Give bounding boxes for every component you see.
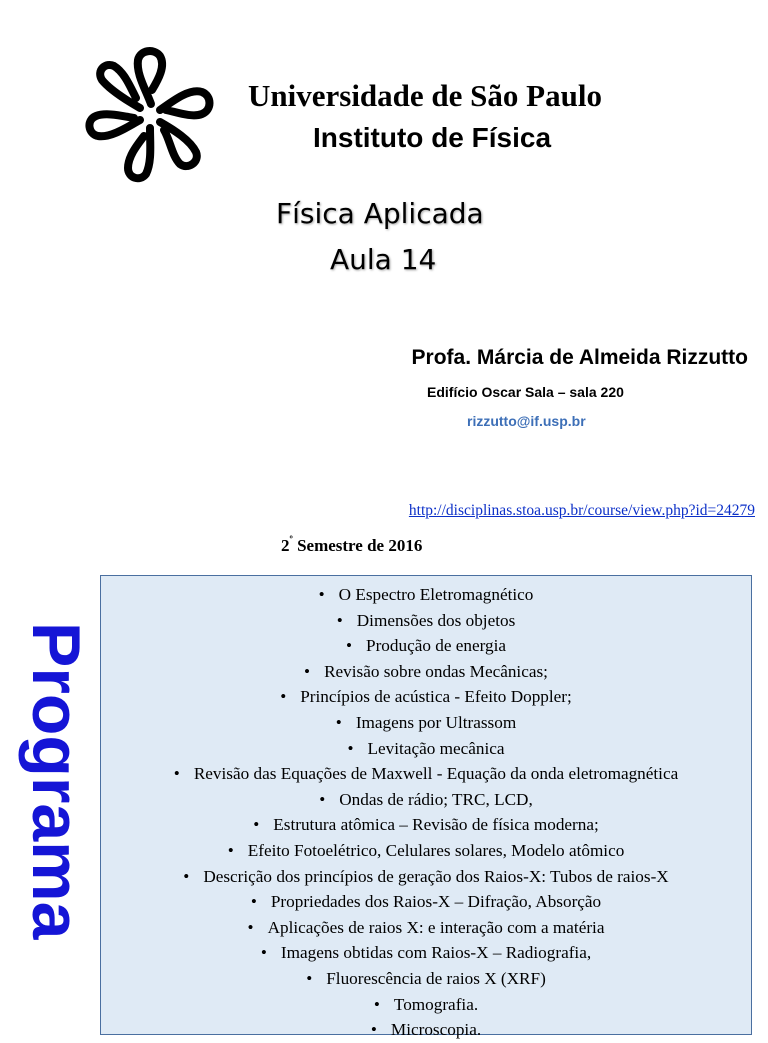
- topic-item: [101, 684, 751, 710]
- topic-item: [101, 710, 751, 736]
- topic-item: [101, 633, 751, 659]
- topic-text: Imagens obtidas com Raios-X – Radiografia,: [280, 943, 592, 963]
- topic-text: Efeito Fotoelétrico, Celulares solares, Modelo atômico: [247, 840, 625, 860]
- topic-text: Descrição dos princípios de geração dos Raios-X: Tubos de raios-X: [203, 866, 669, 886]
- topic-text: Fluorescência de raios X (XRF): [326, 968, 546, 988]
- bullet-icon: •: [253, 815, 260, 835]
- topic-item: [101, 864, 751, 890]
- bullet-icon: •: [347, 738, 354, 758]
- topic-text: Imagens por Ultrassom: [355, 712, 517, 732]
- topic-item: [101, 659, 751, 685]
- bullet-icon: •: [250, 892, 257, 912]
- institute-name: Instituto de Física: [313, 122, 552, 153]
- bullet-icon: •: [280, 687, 287, 707]
- topic-text: O Espectro Eletromagnético: [338, 585, 534, 604]
- topic-item: [101, 1017, 751, 1043]
- topic-text: Revisão das Equações de Maxwell - Equação da onda eletromagnética: [193, 764, 679, 784]
- university-name: Universidade de São Paulo: [248, 78, 602, 113]
- topic-item: [101, 812, 751, 838]
- topic-text: Tomografia.: [393, 994, 479, 1014]
- usp-logo: [76, 40, 226, 190]
- topic-item: [101, 787, 751, 813]
- topic-text: Revisão sobre ondas Mecânicas;: [324, 661, 548, 681]
- bullet-icon: •: [370, 1020, 377, 1040]
- bullet-icon: •: [336, 610, 343, 630]
- topic-list: [101, 576, 751, 1043]
- topic-item: [101, 966, 751, 992]
- topic-text: Microscopia.: [390, 1020, 482, 1040]
- topic-item: [101, 838, 751, 864]
- semester-text: Semestre de 2016: [292, 536, 423, 555]
- bullet-icon: •: [260, 943, 267, 963]
- instructor-email[interactable]: rizzutto@if.usp.br: [467, 413, 586, 429]
- topic-item: [101, 736, 751, 762]
- semester-label: [281, 534, 423, 555]
- instructor-name: Profa. Márcia de Almeida Rizzutto: [411, 346, 748, 369]
- bullet-icon: •: [183, 866, 190, 886]
- program-box: [100, 575, 752, 1040]
- semester-number: 2: [281, 536, 290, 555]
- topic-item: [101, 582, 751, 608]
- bullet-icon: •: [306, 968, 313, 988]
- topic-text: Propriedades dos Raios-X – Difração, Absorção: [270, 892, 602, 912]
- bullet-icon: •: [318, 585, 325, 604]
- topic-item: [101, 992, 751, 1018]
- program-label: Programa: [18, 622, 94, 940]
- bullet-icon: •: [247, 917, 254, 937]
- topic-text: Produção de energia: [366, 636, 507, 656]
- topic-text: Ondas de rádio; TRC, LCD,: [339, 789, 533, 809]
- bullet-icon: •: [304, 661, 311, 681]
- topic-item: [101, 608, 751, 634]
- bullet-icon: •: [345, 636, 353, 656]
- bullet-icon: •: [373, 994, 380, 1014]
- topic-text: Aplicações de raios X: e interação com a matéria: [267, 917, 605, 937]
- topic-text: Levitação mecânica: [367, 738, 505, 758]
- topic-text: Dimensões dos objetos: [356, 610, 516, 630]
- bullet-icon: •: [173, 764, 180, 784]
- course-link[interactable]: http://disciplinas.stoa.usp.br/course/view.php?id=24279: [408, 502, 755, 519]
- semester-ordinal: º: [289, 534, 293, 545]
- topic-item: [101, 761, 751, 787]
- topic-item: [101, 915, 751, 941]
- bullet-icon: •: [227, 840, 234, 860]
- topic-text: Estrutura atômica – Revisão de física moderna;: [273, 815, 599, 835]
- topic-text: Princípios de acústica - Efeito Doppler;: [300, 687, 572, 707]
- course-title: Física Aplicada: [276, 197, 484, 230]
- lesson-number: Aula 14: [330, 243, 437, 276]
- topic-item: [101, 889, 751, 915]
- bullet-icon: •: [319, 789, 326, 809]
- instructor-office: Edifício Oscar Sala – sala 220: [427, 384, 624, 400]
- topic-item: [101, 940, 751, 966]
- bullet-icon: •: [335, 712, 342, 732]
